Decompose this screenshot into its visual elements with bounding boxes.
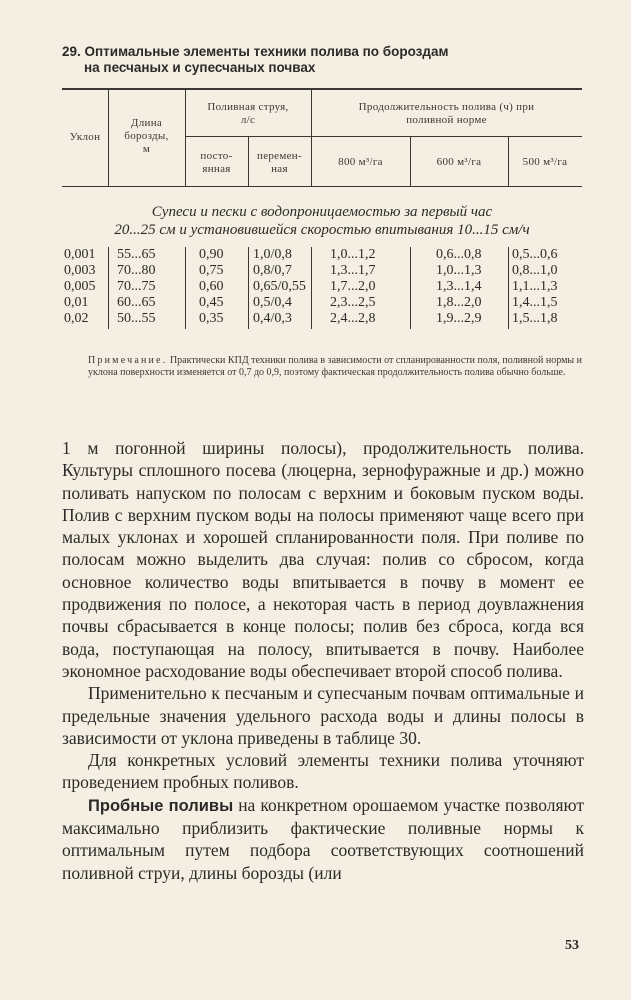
table-cell: 1,0...1,3 [436,263,482,278]
body-divider-3 [248,247,249,329]
table-cell: 0,45 [199,295,224,310]
table-cell: 0,02 [64,311,89,326]
table-cell: 55...65 [117,247,156,262]
column-slope [64,247,96,327]
column-rate-800 [330,247,376,327]
paragraph-rest: на конкретном орошаемом участке позволяют максимально приблизить фактические поливные нормы к оптимальным путем подбора соответствующих соотношений поливной струи, длины борозды (или [62,794,584,883]
table-cell: 0,60 [199,279,224,294]
body-text [62,437,584,884]
table-cell: 60...65 [117,295,156,310]
table-cell: 1,0...1,2 [330,247,376,262]
table-cell: 1,9...2,9 [436,311,482,326]
column-rate-500 [512,247,558,327]
header-duration: Продолжительность полива (ч) при поливной норме [358,101,535,126]
table-note [88,355,582,378]
table-cell: 70...75 [117,279,156,294]
table-cell: 0,65/0,55 [253,279,306,294]
bold-term: Пробные поливы [88,796,234,815]
table-cell: 2,4...2,8 [330,311,376,326]
table-cell: 0,5/0,4 [253,295,292,310]
paragraph: Для конкретных условий элементы техники полива уточняют проведением пробных поливов. [62,750,584,793]
note-label: Примечание. [88,355,168,366]
table-cell: 0,8...1,0 [512,263,558,278]
table-cell: 0,001 [64,247,96,262]
header-rate-500: 500 м³/га [522,156,568,168]
table-cell: 0,6...0,8 [436,247,482,262]
table-cell: 0,8/0,7 [253,263,292,278]
table-cell: 0,4/0,3 [253,311,292,326]
header-rate-600: 600 м³/га [436,156,482,168]
table-cell: 1,8...2,0 [436,295,482,310]
table-cell: 1,7...2,0 [330,279,376,294]
body-divider-1 [108,247,109,329]
body-divider-4 [311,247,312,329]
paragraph: 1 м погонной ширины полосы), продолжительность полива. Культуры сплошного посева (люцерна, зернофуражные и др.) можно поливать напуском по полосам с верхним и боковым пуском воды. Полив с верхним пуском воды на полосы применяют чаще всего при малых уклонах и хорошей спланированности поля. При поливе по полосам можно выделить два случая: полив со сбросом, когда основное количество воды впитывается в почву в момент ее продвижения по полосе, а некоторая часть в период доувлажнения почвы сбрасывается в конце полосы; полив без сброса, когда вся вода, поступающая на полосу, впитывается в почву. Наиболее экономное расходование воды обеспечивает второй способ полива. [62,438,584,681]
table-cell: 1,4...1,5 [512,295,558,310]
note-text: Практически КПД техники полива в зависимости от спланированности поля, поливной нормы и уклона поверхности изменяется от 0,7 до 0,9, поэтому фактическая продолжительность полива обычно больше. [88,355,582,378]
header-slope: Уклон [69,131,101,143]
table-cell: 0,01 [64,295,89,310]
column-length [117,247,156,327]
header-stream: Поливная струя, л/с [207,101,289,126]
header-length: Длина борозды, м [124,117,169,155]
header-constant: посто- янная [200,150,233,175]
table-cell: 0,35 [199,311,224,326]
table-top-rule [62,88,582,90]
header-variable: перемен- ная [257,150,302,175]
table-cell: 0,90 [199,247,224,262]
table-cell: 0,003 [64,263,96,278]
column-rate-600 [436,247,482,327]
table-cell: 1,3...1,7 [330,263,376,278]
table-title-line1: 29. Оптимальные элементы техники полива по бороздам [62,44,449,59]
table-cell: 1,1...1,3 [512,279,558,294]
paragraph: Применительно к песчаным и супесчаным почвам оптимальные и предельные значения удельного расхода воды и длины полосы в зависимости от уклона приведены в таблице 30. [62,683,584,748]
table-cell: 0,005 [64,279,96,294]
duration-sub-rule [311,136,582,137]
table-cell: 0,75 [199,263,224,278]
body-divider-2 [185,247,186,329]
column-constant [199,247,224,327]
body-divider-5 [410,247,411,329]
table-cell: 0,5...0,6 [512,247,558,262]
table-title-line2: на песчаных и супесчаных почвах [84,60,316,75]
column-variable [253,247,306,327]
table-cell: 70...80 [117,263,156,278]
header-bottom-rule [62,186,582,187]
table-cell: 1,5...1,8 [512,311,558,326]
soil-subtitle: Супеси и пески с водопроницаемостью за первый час 20...25 см и установившейся скоростью впитывания 10...15 см/ч [114,204,530,238]
page-number: 53 [565,938,579,953]
table-title [62,44,582,76]
table-cell: 50...55 [117,311,156,326]
table-cell: 2,3...2,5 [330,295,376,310]
paragraph [62,794,584,884]
body-divider-6 [508,247,509,329]
header-rate-800: 800 м³/га [338,156,383,168]
table-cell: 1,0/0,8 [253,247,292,262]
table-cell: 1,3...1,4 [436,279,482,294]
